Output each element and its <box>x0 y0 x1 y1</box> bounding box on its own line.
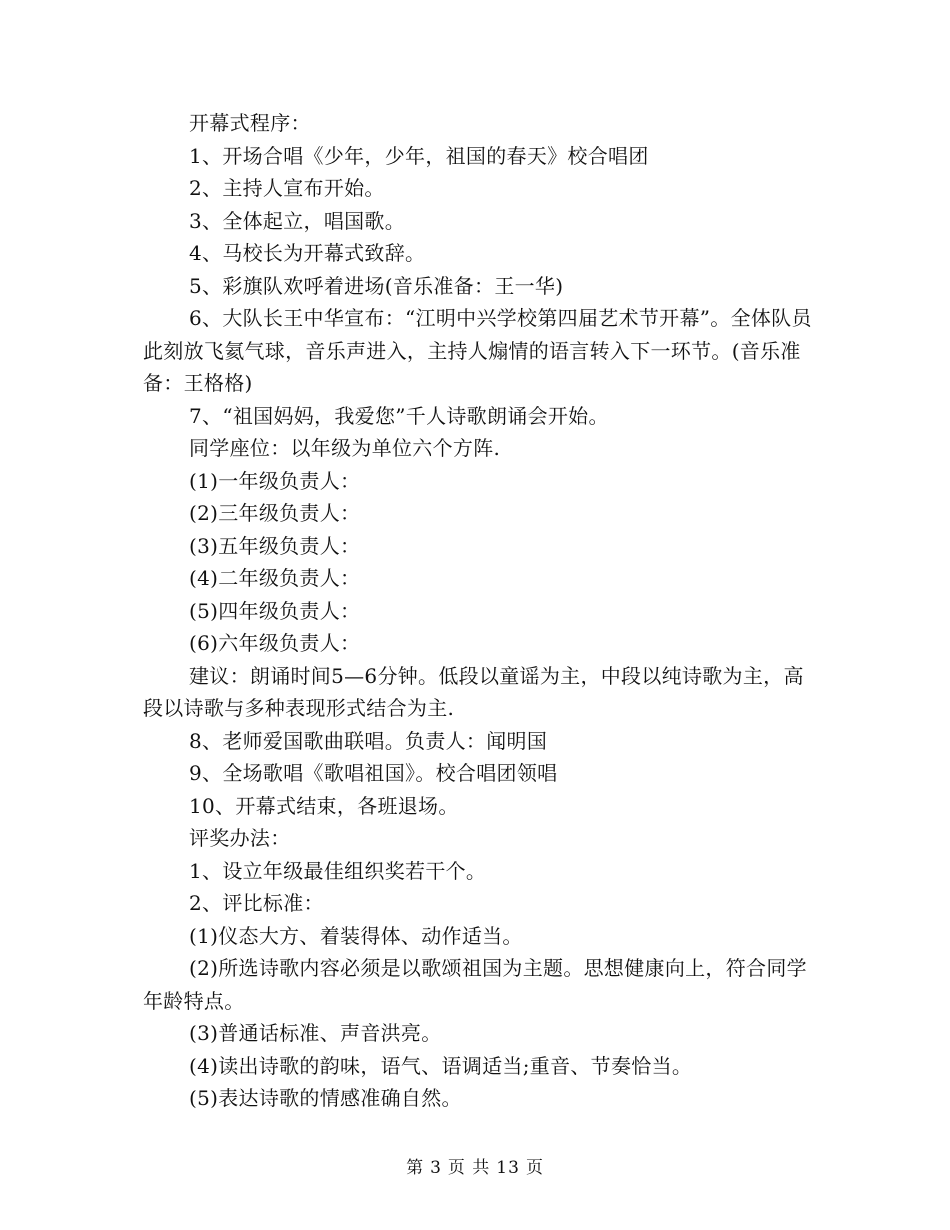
program-item-5: 5、彩旗队欢呼着进场(音乐准备：王一华) <box>189 273 564 298</box>
program-item-2: 2、主持人宣布开始。 <box>189 176 385 200</box>
program-item-1: 1、开场合唱《少年，少年，祖国的春天》校合唱团 <box>189 143 649 168</box>
criteria-item-3: (3)普通话标准、声音洪亮。 <box>189 1021 442 1045</box>
footer-middle: 页 共 <box>447 1158 491 1178</box>
seating-item-5: (5)四年级负责人： <box>189 598 361 623</box>
suggestion-paragraph: 建议：朗诵时间5—6分钟。低段以童谣为主，中段以纯诗歌为主，高段以诗歌与多种表现形式结合为主. <box>143 663 804 720</box>
program-item-10: 10、开幕式结束，各班退场。 <box>189 793 459 818</box>
seating-item-6: (6)六年级负责人： <box>189 631 361 655</box>
program-item-9: 9、全场歌唱《歌唱祖国》。校合唱团领唱 <box>189 761 558 785</box>
criteria-item-4: (4)读出诗歌的韵味，语气、语调适当;重音、节奏恰当。 <box>189 1053 693 1078</box>
seating-item-1: (1)一年级负责人： <box>189 468 361 493</box>
seating-item-4: (4)二年级负责人： <box>189 566 361 590</box>
seating-item-2: (2)三年级负责人： <box>189 501 361 525</box>
footer-prefix: 第 <box>406 1158 425 1178</box>
criteria-item-5: (5)表达诗歌的情感准确自然。 <box>189 1086 462 1110</box>
program-item-3: 3、全体起立，唱国歌。 <box>189 208 406 233</box>
footer-page-number: 3 <box>430 1158 442 1178</box>
section-heading-opening-program: 开幕式程序： <box>189 111 311 135</box>
award-item-1: 1、设立年级最佳组织奖若干个。 <box>189 858 487 883</box>
section-heading-awards: 评奖办法： <box>189 826 291 850</box>
seating-heading: 同学座位：以年级为单位六个方阵. <box>189 436 501 460</box>
footer-suffix: 页 <box>525 1158 544 1178</box>
footer-total-pages: 13 <box>496 1158 520 1178</box>
criteria-item-2: (2)所选诗歌内容必须是以歌颂祖国为主题。思想健康向上，符合同学年龄特点。 <box>143 956 807 1013</box>
document-body <box>143 107 815 1115</box>
seating-item-3: (3)五年级负责人： <box>189 533 361 558</box>
program-item-6: 6、大队长王中华宣布：“江明中兴学校第四届艺术节开幕”。全体队员此刻放飞氦气球，音乐声进入，主持人煽情的语言转入下一环节。(音乐准备：王格格) <box>143 306 812 395</box>
program-item-4: 4、马校长为开幕式致辞。 <box>189 241 426 265</box>
page-footer <box>0 1153 950 1178</box>
criteria-item-1: (1)仪态大方、着装得体、动作适当。 <box>189 923 523 948</box>
program-item-8: 8、老师爱国歌曲联唱。负责人：闻明国 <box>189 728 548 753</box>
award-item-2: 2、评比标准： <box>189 891 324 915</box>
program-item-7: 7、“祖国妈妈，我爱您”千人诗歌朗诵会开始。 <box>189 403 609 428</box>
